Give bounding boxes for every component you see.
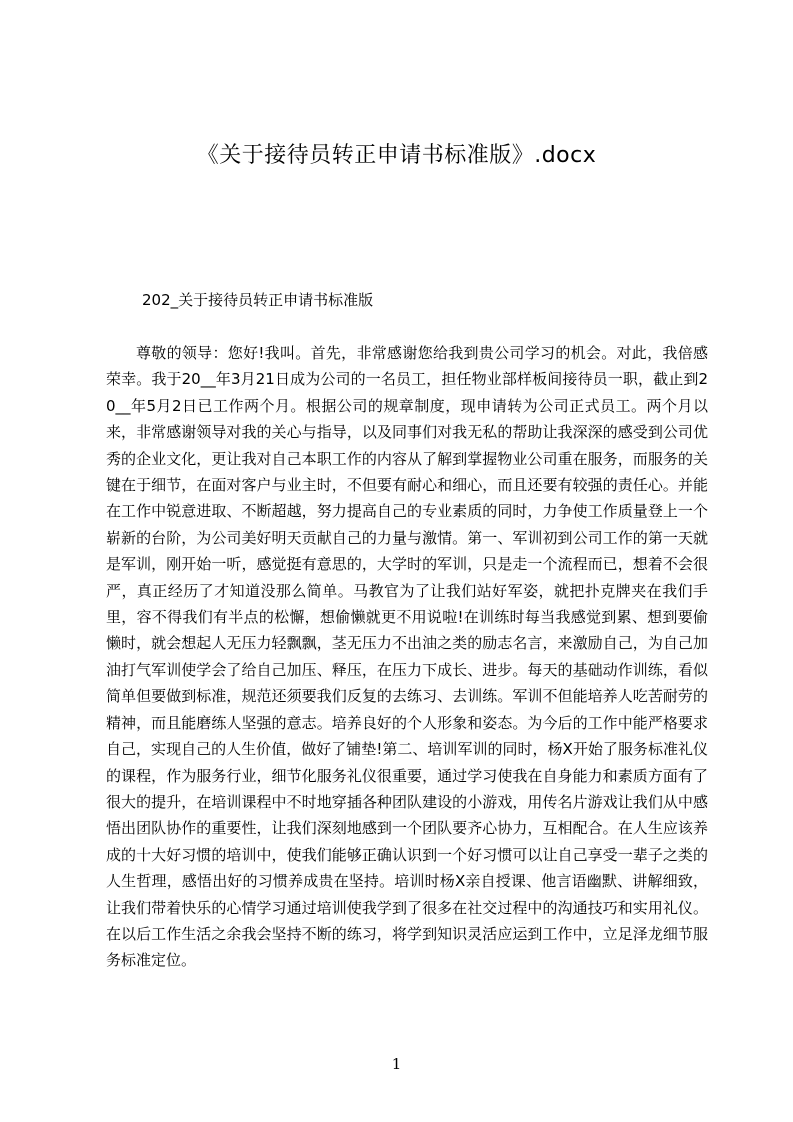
body-paragraph: 尊敬的领导：您好!我叫。首先，非常感谢您给我到贵公司学习的机会。对此，我倍感荣幸。我于20__年3月21日成为公司的一名员工，担任物业部样板间接待员一职，截止到20__年5月2日已工作两个月。根据公司的规章制度，现申请转为公司正式员工。两个月以来，非常感谢领导对我的关心与指导，以及同事们对我无私的帮助让我深深的感受到公司优秀的企业文化，更让我对自己本职工作的内容从了解到掌握物业公司重在服务，而服务的关键在于细节，在面对客户与业主时，不但要有耐心和细心，而且还要有较强的责任心。并能在工作中锐意进取、不断超越，努力提高自己的专业素质的同时，力争使工作质量登上一个崭新的台阶，为公司美好明天贡献自己的力量与激情。第一、军训初到公司工作的第一天就是军训，刚开始一听，感觉挺有意思的，大学时的军训，只是走一个流程而已，想着不会很严，真正经历了才知道没那么简单。马教官为了让我们站好军姿，就把扑克牌夹在我们手里，容不得我们有半点的松懈，想偷懒就更不用说啦!在训练时每当我感觉到累、想到要偷懒时，就会想起人无压力轻飘飘，茎无压力不出油之类的励志名言，来激励自己，为自己加油打气军训使学会了给自己加压、释压，在压力下成长、进步。每天的基础动作训练，看似简单但要做到标准，规范还须要我们反复的去练习、去训练。军训不但能培养人吃苦耐劳的精神，而且能磨练人坚强的意志。培养良好的个人形象和姿态。为今后的工作中能严格要求自己，实现自己的人生价值，做好了铺垫!第二、培训军训的同时，杨X开始了服务标准礼仪的课程，作为服务行业，细节化服务礼仪很重要，通过学习使我在自身能力和素质方面有了很大的提升，在培训课程中不时地穿插各种团队建设的小游戏，用传名片游戏让我们从中感悟出团队协作的重要性，让我们深刻地感到一个团队要齐心协力，互相配合。在人生应该养成的十大好习惯的培训中，使我们能够正确认识到一个好习惯可以让自己享受一辈子之类的人生哲理，感悟出好的习惯养成贵在坚持。培训时杨X亲自授课、他言语幽默、讲解细致，让我们带着快乐的心情学习通过培训使我学到了很多在社交过程中的沟通技巧和实用礼仪。在以后工作生活之余我会坚持不断的练习，将学到知识灵活应运到工作中，立足泽龙细节服务标准定位。 [106,344,708,970]
page-number: 1 [391,1055,402,1073]
document-title: 《关于接待员转正申请书标准版》.docx [196,143,597,168]
document-subtitle: 202_关于接待员转正申请书标准版 [142,291,374,309]
